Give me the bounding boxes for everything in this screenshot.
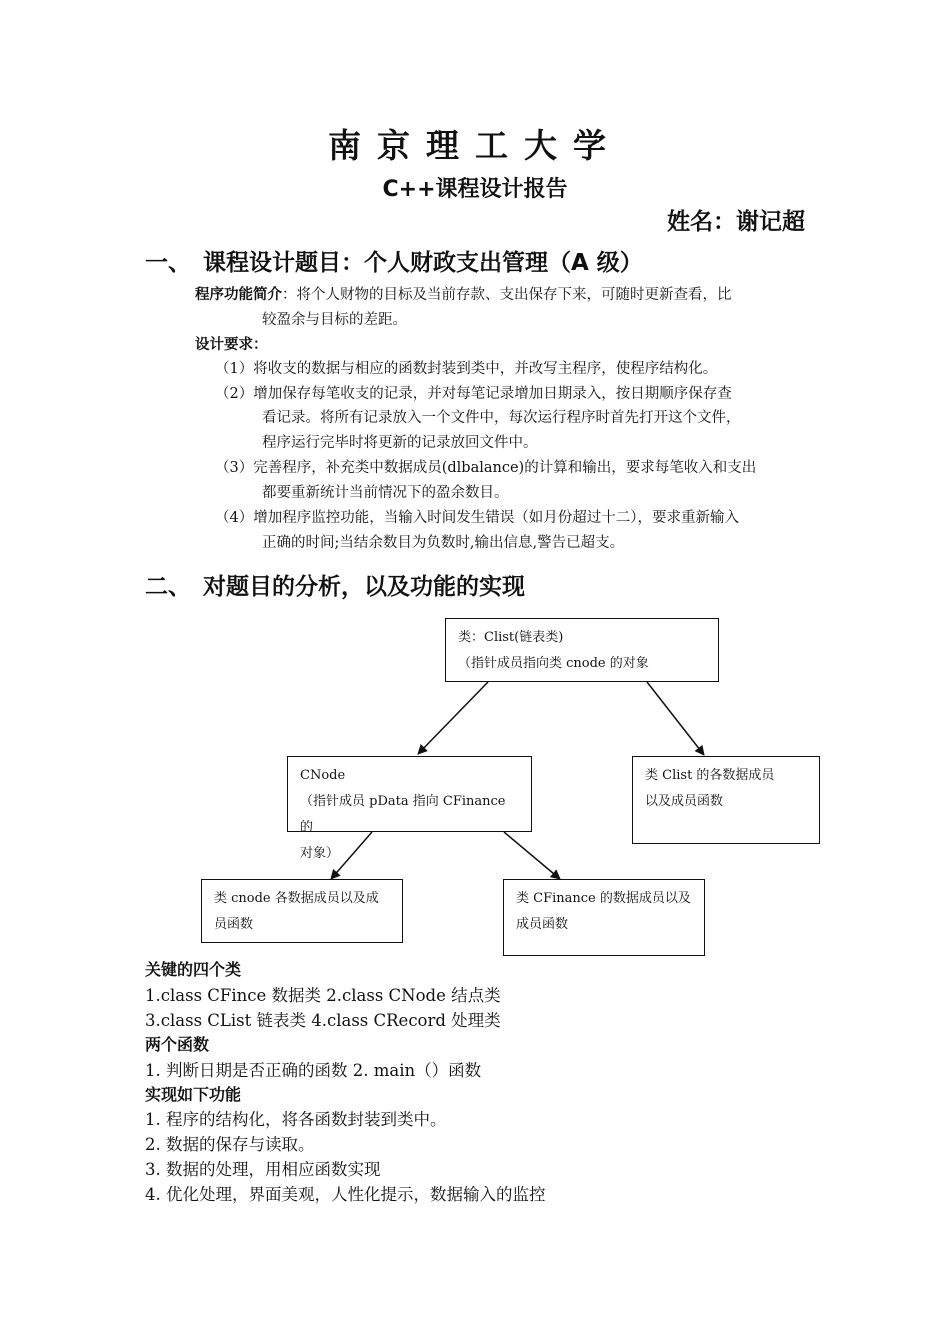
feature-item: 2. 数据的保存与读取。 xyxy=(145,1135,315,1154)
clist-members-line-1: 类 Clist 的各数据成员 xyxy=(645,768,775,783)
clist-class-label: 类：Clist(链表类) xyxy=(458,630,564,645)
clist-pointer-note: （指针成员指向类 cnode 的对象 xyxy=(458,656,649,671)
functions-line-1: 1. 判断日期是否正确的函数 2. main（）函数 xyxy=(145,1061,482,1080)
requirement-2-line-1: （2）增加保存每笔收支的记录，并对每笔记录增加日期录入，按日期顺序保存查 xyxy=(215,386,732,402)
section-2-title: 对题目的分析，以及功能的实现 xyxy=(203,574,525,600)
university-title: 南京理工大学 xyxy=(328,126,622,165)
requirement-2-line-3: 程序运行完毕时将更新的记录放回文件中。 xyxy=(262,435,538,451)
requirement-4-line-2: 正确的时间;当结余数目为负数时,输出信息,警告已超支。 xyxy=(262,535,625,551)
cnode-members-line-2: 员函数 xyxy=(214,917,254,932)
clist-members-box xyxy=(632,756,820,844)
cnode-class-box xyxy=(287,756,532,861)
requirement-2-line-2: 看记录。将所有记录放入一个文件中，每次运行程序时首先打开这个文件， xyxy=(262,410,741,426)
feature-item: 1. 程序的结构化，将各函数封装到类中。 xyxy=(145,1110,447,1129)
intro-line-2: 较盈余与目标的差距。 xyxy=(262,312,407,328)
clist-class-box xyxy=(445,618,719,682)
feature-item: 3. 数据的处理，用相应函数实现 xyxy=(145,1160,381,1179)
clist-members-line-2: 以及成员函数 xyxy=(645,794,724,809)
section-2-number: 二、 xyxy=(145,574,191,600)
classes-line-1: 1.class CFince 数据类 2.class CNode 结点类 xyxy=(145,986,501,1005)
cfinance-members-line-1: 类 CFinance 的数据成员以及 xyxy=(516,891,691,906)
course-title: C++课程设计报告 xyxy=(382,177,568,202)
cnode-class-label: CNode xyxy=(300,768,346,783)
requirements-label: 设计要求： xyxy=(195,337,268,353)
requirement-4-line-1: （4）增加程序监控功能，当输入时间发生错误（如月份超过十二），要求重新输入 xyxy=(215,510,739,526)
requirement-1: （1）将收支的数据与相应的函数封装到类中，并改写主程序，使程序结构化。 xyxy=(215,361,718,377)
arrow-clist-to-cnode xyxy=(418,682,488,754)
section-1-title: 课程设计题目：个人财政支出管理（A 级） xyxy=(203,250,643,276)
requirement-3-line-1: （3）完善程序，补充类中数据成员(dlbalance)的计算和输出，要求每笔收入和支出 xyxy=(215,460,757,476)
functions-heading: 两个函数 xyxy=(145,1035,210,1054)
intro-text: ：将个人财物的目标及当前存款、支出保存下来，可随时更新查看，比 xyxy=(282,287,732,303)
cnode-pointer-note-cont: 对象） xyxy=(300,846,340,861)
cnode-pointer-note: （指针成员 pData 指向 CFinance 的 xyxy=(300,794,506,835)
intro-label: 程序功能简介 xyxy=(195,287,282,303)
feature-item: 4. 优化处理，界面美观，人性化提示，数据输入的监控 xyxy=(145,1185,546,1204)
section-1-number: 一、 xyxy=(145,250,191,276)
cfinance-members-line-2: 成员函数 xyxy=(516,917,569,932)
cnode-members-line-1: 类 cnode 各数据成员以及成 xyxy=(214,891,379,906)
cfinance-members-box xyxy=(503,879,705,956)
arrow-clist-to-members xyxy=(647,682,704,755)
author-name: 姓名：谢记超 xyxy=(667,209,805,235)
cnode-members-box xyxy=(201,879,403,943)
classes-line-2: 3.class CList 链表类 4.class CRecord 处理类 xyxy=(145,1011,501,1030)
classes-heading: 关键的四个类 xyxy=(145,960,242,979)
features-heading: 实现如下功能 xyxy=(145,1085,242,1104)
requirement-3-line-2: 都要重新统计当前情况下的盈余数目。 xyxy=(262,485,509,501)
